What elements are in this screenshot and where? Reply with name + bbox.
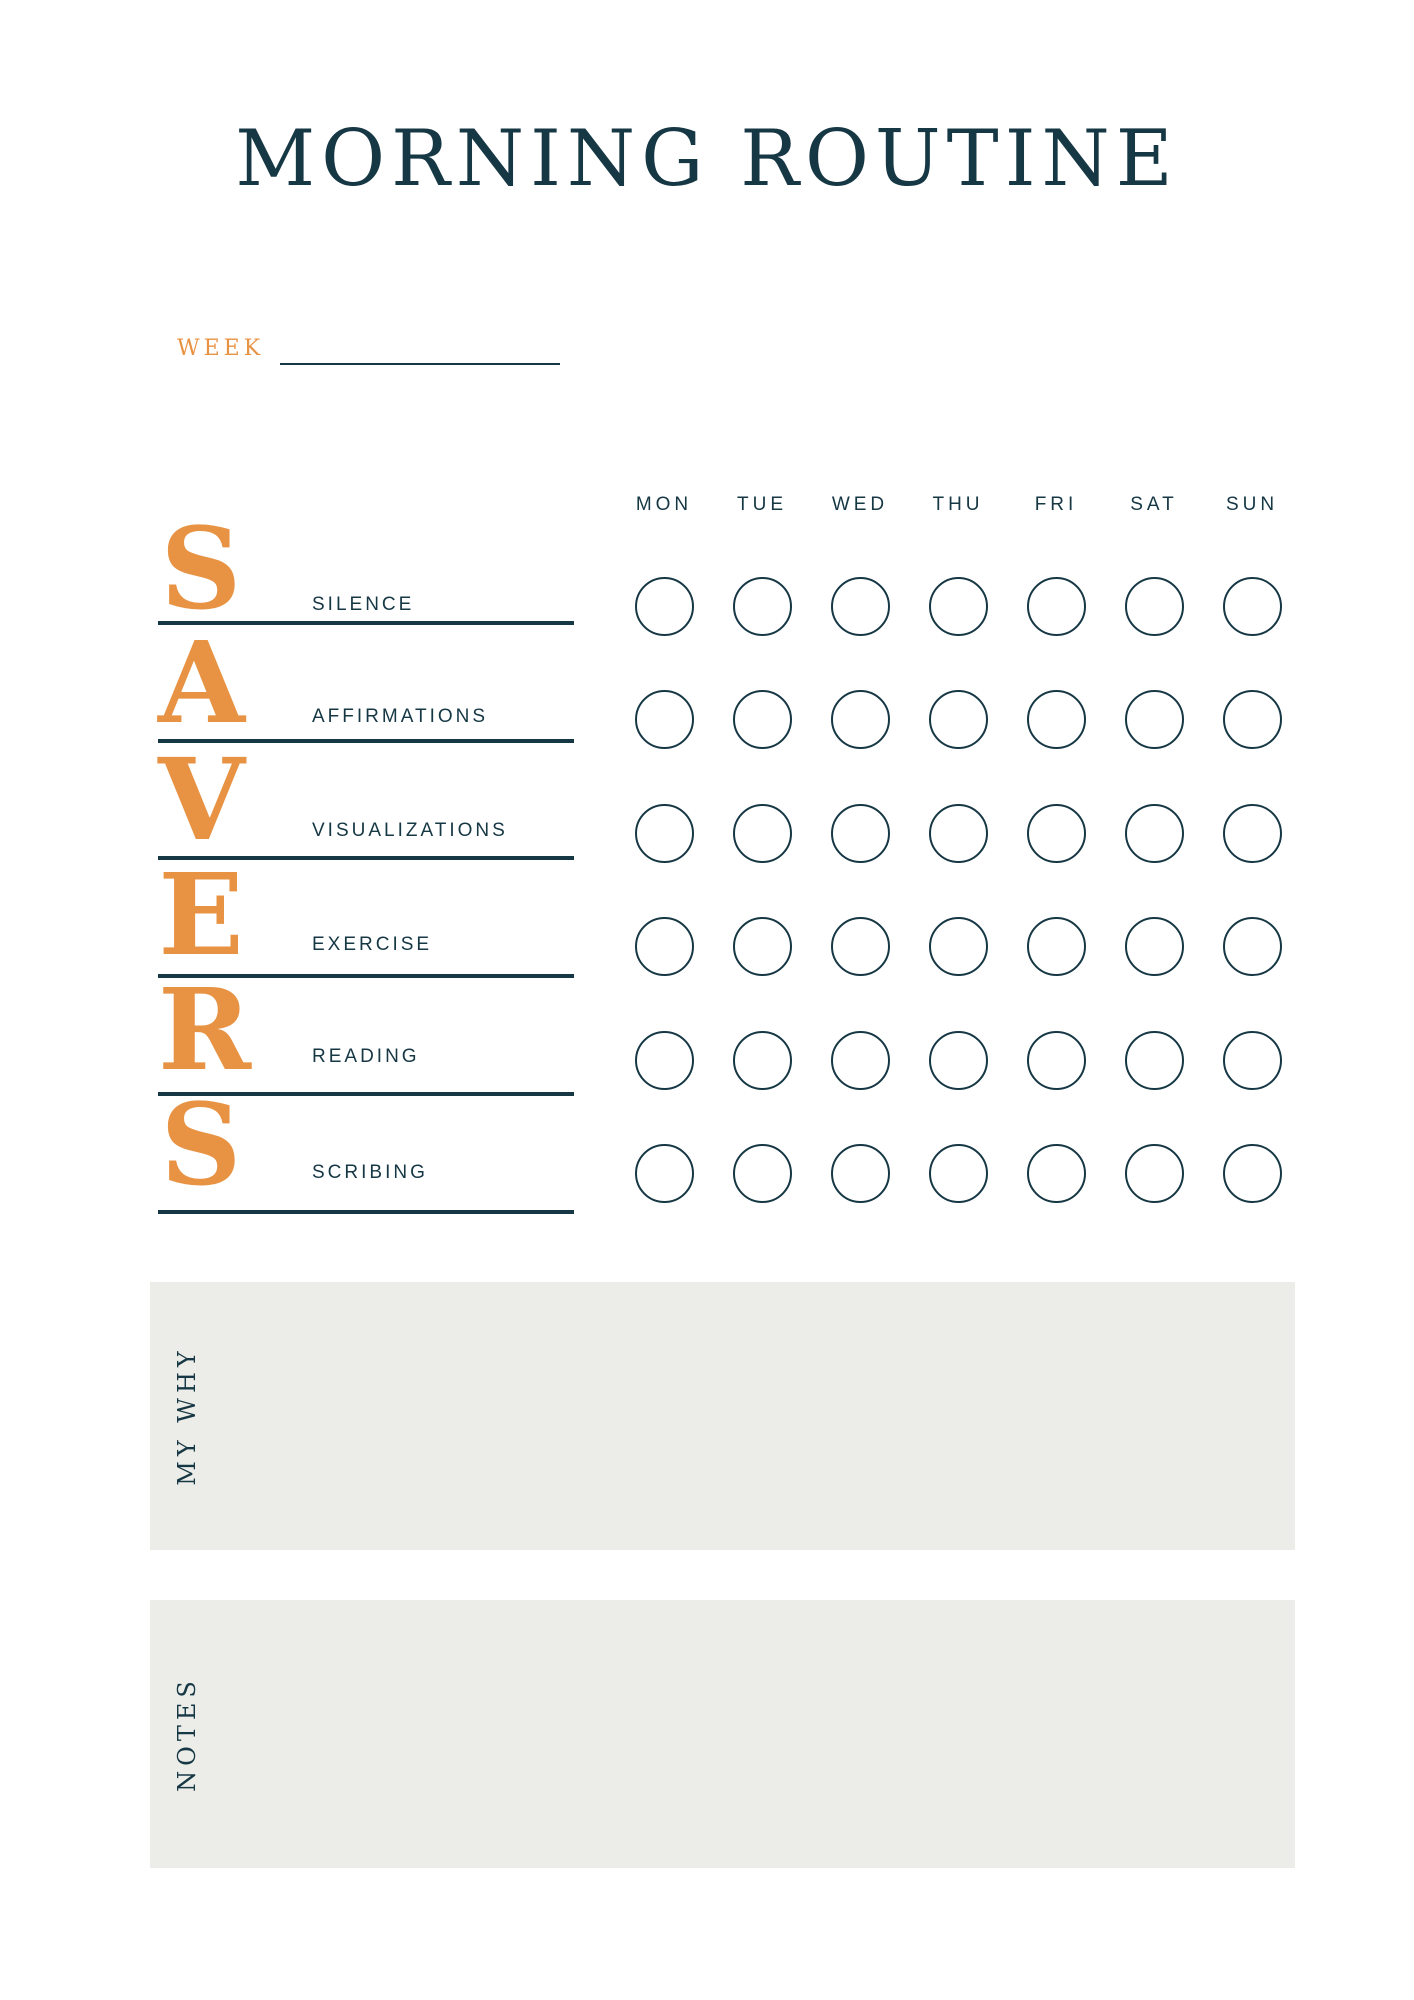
day-header-mon: MON — [635, 494, 693, 515]
checkbox-circle-visualizations-sat[interactable] — [1125, 804, 1184, 863]
habit-label-silence: SILENCE — [312, 594, 415, 615]
habit-label-visualizations: VISUALIZATIONS — [312, 820, 508, 841]
checkbox-circle-silence-tue[interactable] — [733, 577, 792, 636]
checkbox-circle-visualizations-mon[interactable] — [635, 804, 694, 863]
checkbox-circle-reading-sat[interactable] — [1125, 1031, 1184, 1090]
checkbox-circle-affirmations-wed[interactable] — [831, 690, 890, 749]
checkbox-circle-reading-thu[interactable] — [929, 1031, 988, 1090]
week-label: WEEK — [177, 336, 265, 361]
checkbox-circle-exercise-sun[interactable] — [1223, 917, 1282, 976]
page-title: MORNING ROUTINE — [235, 114, 1179, 204]
checkbox-circle-silence-thu[interactable] — [929, 577, 988, 636]
notes-label: NOTES — [173, 1676, 201, 1792]
my-why-box[interactable] — [150, 1282, 1295, 1550]
savers-letter-affirmations: A — [158, 618, 245, 749]
habit-label-scribing: SCRIBING — [312, 1162, 428, 1183]
day-header-wed: WED — [831, 494, 889, 515]
habit-label-reading: READING — [312, 1046, 420, 1067]
checkbox-circle-silence-sat[interactable] — [1125, 577, 1184, 636]
checkbox-circle-exercise-sat[interactable] — [1125, 917, 1184, 976]
checkbox-circle-silence-wed[interactable] — [831, 577, 890, 636]
checkbox-circle-affirmations-fri[interactable] — [1027, 690, 1086, 749]
checkbox-circle-scribing-wed[interactable] — [831, 1144, 890, 1203]
my-why-label: MY WHY — [173, 1346, 201, 1486]
day-header-sun: SUN — [1225, 494, 1279, 515]
checkbox-circle-reading-wed[interactable] — [831, 1031, 890, 1090]
savers-letter-exercise: E — [158, 850, 244, 981]
checkbox-circle-visualizations-fri[interactable] — [1027, 804, 1086, 863]
checkbox-circle-scribing-thu[interactable] — [929, 1144, 988, 1203]
savers-letter-silence: S — [160, 504, 242, 635]
checkbox-circle-affirmations-tue[interactable] — [733, 690, 792, 749]
checkbox-circle-exercise-wed[interactable] — [831, 917, 890, 976]
checkbox-circle-scribing-fri[interactable] — [1027, 1144, 1086, 1203]
week-input-line[interactable] — [280, 363, 560, 365]
checkbox-circle-scribing-sun[interactable] — [1223, 1144, 1282, 1203]
savers-letter-visualizations: V — [158, 735, 245, 866]
checkbox-circle-scribing-mon[interactable] — [635, 1144, 694, 1203]
checkbox-circle-scribing-sat[interactable] — [1125, 1144, 1184, 1203]
savers-letter-scribing: S — [160, 1080, 242, 1211]
habit-label-affirmations: AFFIRMATIONS — [312, 706, 489, 727]
checkbox-circle-silence-fri[interactable] — [1027, 577, 1086, 636]
notes-box[interactable] — [150, 1600, 1295, 1868]
checkbox-circle-affirmations-thu[interactable] — [929, 690, 988, 749]
checkbox-circle-visualizations-wed[interactable] — [831, 804, 890, 863]
checkbox-circle-affirmations-mon[interactable] — [635, 690, 694, 749]
checkbox-circle-visualizations-thu[interactable] — [929, 804, 988, 863]
day-header-thu: THU — [932, 494, 984, 515]
checkbox-circle-silence-sun[interactable] — [1223, 577, 1282, 636]
habit-label-exercise: EXERCISE — [312, 934, 433, 955]
checkbox-circle-exercise-thu[interactable] — [929, 917, 988, 976]
day-header-tue: TUE — [737, 494, 787, 515]
savers-letter-reading: R — [158, 965, 252, 1096]
habit-underline — [158, 1210, 574, 1214]
checkbox-circle-affirmations-sun[interactable] — [1223, 690, 1282, 749]
checkbox-circle-affirmations-sat[interactable] — [1125, 690, 1184, 749]
checkbox-circle-visualizations-tue[interactable] — [733, 804, 792, 863]
checkbox-circle-reading-mon[interactable] — [635, 1031, 694, 1090]
checkbox-circle-silence-mon[interactable] — [635, 577, 694, 636]
checkbox-circle-exercise-mon[interactable] — [635, 917, 694, 976]
day-header-fri: FRI — [1034, 494, 1078, 515]
checkbox-circle-exercise-fri[interactable] — [1027, 917, 1086, 976]
checkbox-circle-reading-sun[interactable] — [1223, 1031, 1282, 1090]
checkbox-circle-visualizations-sun[interactable] — [1223, 804, 1282, 863]
checkbox-circle-exercise-tue[interactable] — [733, 917, 792, 976]
day-header-sat: SAT — [1130, 494, 1178, 515]
checkbox-circle-scribing-tue[interactable] — [733, 1144, 792, 1203]
checkbox-circle-reading-fri[interactable] — [1027, 1031, 1086, 1090]
checkbox-circle-reading-tue[interactable] — [733, 1031, 792, 1090]
